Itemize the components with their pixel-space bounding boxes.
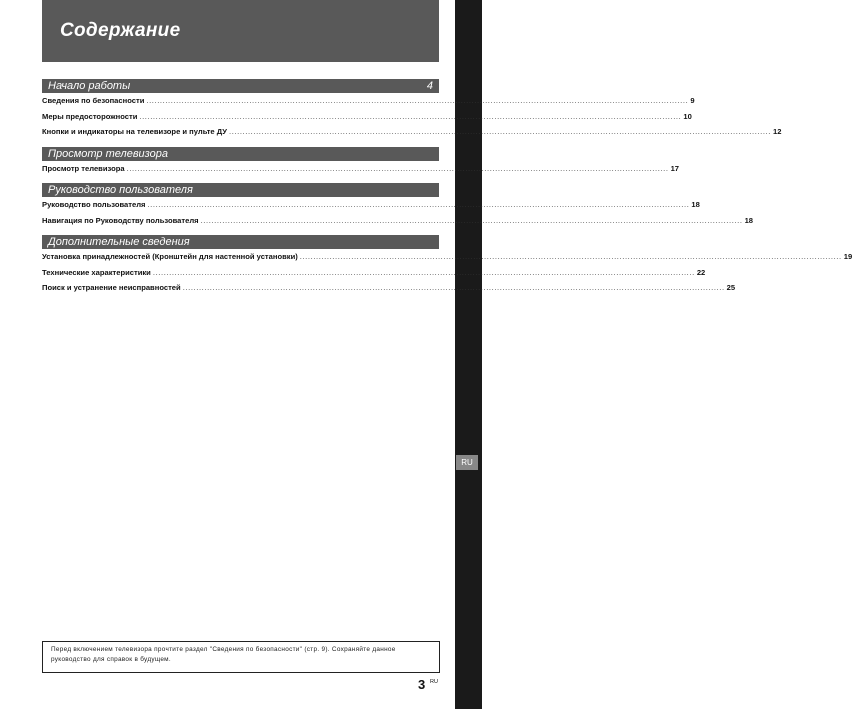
- dot-leader: ........................................................................................................................................................................................................: [299, 252, 842, 261]
- page-language: RU: [430, 679, 438, 685]
- toc-entry[interactable]: [42, 96, 695, 112]
- section-title: Начало работы: [48, 80, 131, 92]
- toc-entry-page: 18: [744, 215, 754, 225]
- title-banner: [42, 0, 439, 62]
- toc-entry-label: Просмотр телевизора: [42, 163, 125, 173]
- toc-entry-label: Установка принадлежностей (Кронштейн для настенной установки): [42, 252, 298, 261]
- section-header[interactable]: [42, 235, 439, 249]
- toc-section: [42, 235, 852, 299]
- toc-section: [42, 79, 782, 143]
- section-header[interactable]: [42, 79, 439, 93]
- toc-entry-label: Сведения по безопасности: [42, 96, 145, 105]
- toc-entry-page: 9: [690, 96, 695, 105]
- toc-entry[interactable]: [42, 200, 700, 216]
- safety-notice: [42, 641, 440, 673]
- dot-leader: ........................................................................................................................................................................................................: [126, 163, 669, 173]
- dot-leader: ........................................................................................................................................................................................................: [147, 200, 690, 209]
- toc-entry-label: Меры предосторожности: [42, 111, 138, 121]
- toc-section: [42, 183, 754, 231]
- toc-entry-label: Технические характеристики: [42, 267, 151, 277]
- toc-entry[interactable]: [42, 283, 736, 299]
- dot-leader: ........................................................................................................................................................................................................: [146, 96, 689, 105]
- section-title: Руководство пользователя: [48, 184, 193, 196]
- toc-entry[interactable]: [42, 163, 680, 180]
- toc-entry-page: 25: [726, 283, 736, 292]
- toc-entry-page: 12: [772, 127, 782, 136]
- toc-entry-page: 10: [683, 111, 692, 121]
- dot-leader: ........................................................................................................................................................................................................: [152, 267, 695, 277]
- dot-leader: ........................................................................................................................................................................................................: [200, 215, 743, 225]
- page-number: 3: [418, 677, 426, 692]
- toc-entry[interactable]: [42, 111, 692, 128]
- toc-entry-page: 18: [691, 200, 700, 209]
- toc-entry-label: Поиск и устранение неисправностей: [42, 283, 181, 292]
- toc-entry[interactable]: [42, 267, 706, 284]
- section-header[interactable]: [42, 183, 439, 197]
- section-title: Просмотр телевизора: [48, 147, 169, 160]
- toc-section: [42, 147, 680, 180]
- toc-entry-label: Навигация по Руководству пользователя: [42, 215, 199, 225]
- toc-entry[interactable]: [42, 215, 754, 232]
- safety-notice-text: Перед включением телевизора прочтите раздел "Сведения по безопасности" (стр. 9). Сохраняйте данное руководство для справок в будущем.: [51, 646, 396, 663]
- toc-entry-page: 17: [670, 163, 680, 173]
- toc-entry-label: Кнопки и индикаторы на телевизоре и пульте ДУ: [42, 127, 227, 136]
- toc-entry-label: Руководство пользователя: [42, 200, 146, 209]
- table-of-contents: [42, 79, 852, 303]
- toc-entry[interactable]: [42, 127, 782, 143]
- toc-entry[interactable]: [42, 252, 852, 268]
- toc-entry-page: 19: [843, 252, 852, 261]
- language-tab: RU: [456, 455, 478, 470]
- dot-leader: ........................................................................................................................................................................................................: [182, 283, 725, 292]
- side-bar: [455, 0, 482, 709]
- dot-leader: ........................................................................................................................................................................................................: [229, 127, 771, 136]
- toc-entry-page: 22: [696, 267, 706, 277]
- section-page-number: 4: [426, 80, 433, 92]
- page-title: Содержание: [60, 20, 181, 41]
- section-title: Дополнительные сведения: [48, 236, 190, 248]
- section-header[interactable]: [42, 147, 439, 161]
- dot-leader: ........................................................................................................................................................................................................: [139, 111, 682, 121]
